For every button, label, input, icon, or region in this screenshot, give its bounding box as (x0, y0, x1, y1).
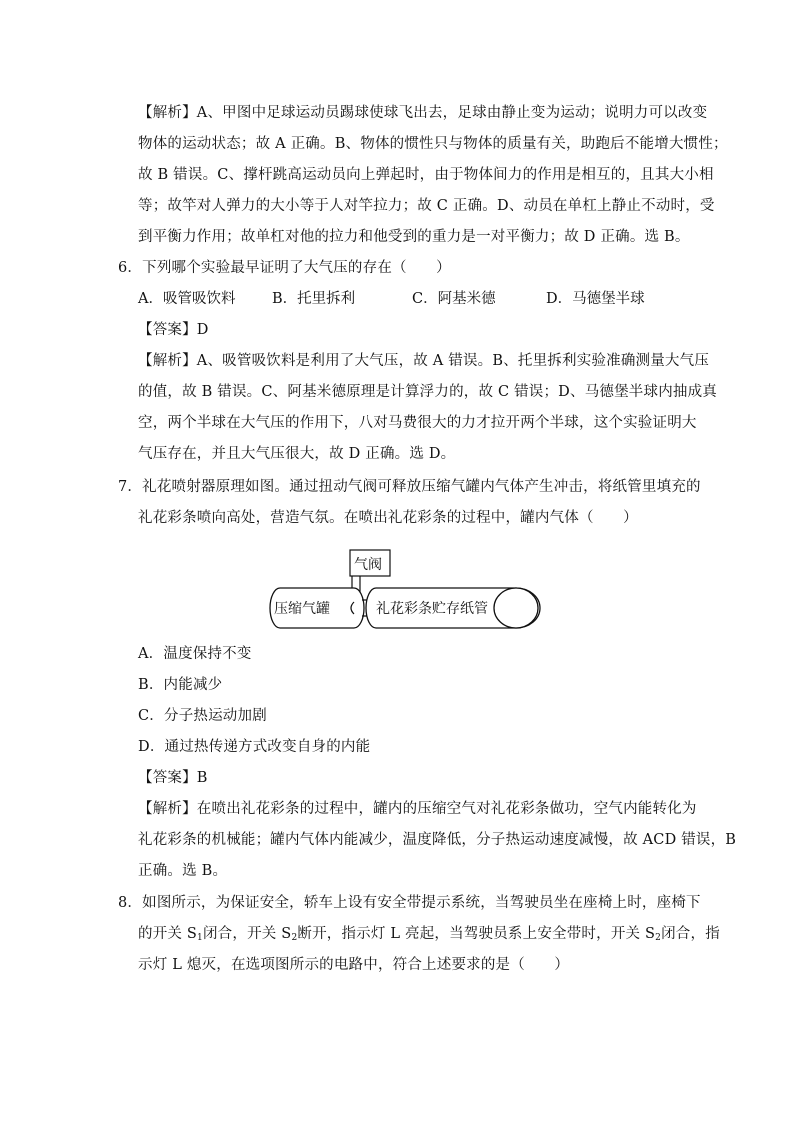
q6-options (138, 289, 658, 309)
q7-question-line-1: 7．礼花喷射器原理如图。通过扭动气阀可释放压缩气罐内气体产生冲击，将纸管里填充的 (118, 479, 701, 495)
q8-subscript: 2 (291, 933, 298, 943)
q8-text-part: 闭合，开关 S (202, 926, 292, 942)
q5-analysis-line-2: 物体的运动状态；故 A 正确。B、物体的惯性只与物体的质量有关，助跑后不能增大惯性； (138, 136, 728, 152)
q6-analysis-line-2: 的值，故 B 错误。C、阿基米德原理是计算浮力的，故 C 错误；D、马德堡半球内抽成真 (138, 384, 718, 400)
q8-text-part: 闭合，指 (661, 926, 720, 942)
paper-tube-opening (494, 588, 538, 628)
q6-question: 6．下列哪个实验最早证明了大气压的存在（ ） (118, 260, 451, 276)
q8-text-part: 断开，指示灯 L 亮起，当驾驶员系上安全带时，开关 S (297, 926, 656, 942)
q6-option-c: C．阿基米德 (412, 291, 496, 307)
q7-analysis-line-2: 礼花彩条的机械能；罐内气体内能减少，温度降低，分子热运动速度减慢，故 ACD 错误，B (138, 832, 737, 848)
q8-subscript: 1 (197, 933, 203, 943)
q7-option-d: D．通过热传递方式改变自身的内能 (138, 739, 371, 755)
confetti-launcher-diagram (268, 542, 544, 632)
q5-analysis-line-4: 等；故竿对人弹力的大小等于人对竿拉力；故 C 正确。D、动员在单杠上静止不动时，受 (138, 198, 715, 214)
q7-option-c: C．分子热运动加剧 (138, 708, 267, 724)
q6-option-d: D．马德堡半球 (546, 291, 645, 307)
q8-question-line-1: 8．如图所示，为保证安全，轿车上设有安全带提示系统，当驾驶员坐在座椅上时，座椅下 (118, 895, 701, 911)
q6-analysis-line-4: 气压存在，并且大气压很大，故 D 正确。选 D。 (138, 446, 456, 462)
q6-analysis-line-1: 【解析】A、吸管吸饮料是利用了大气压，故 A 错误。B、托里拆利实验准确测量大气压 (138, 353, 710, 369)
q7-option-a: A．温度保持不变 (138, 646, 252, 662)
q7-answer: 【答案】B (138, 770, 208, 786)
q5-analysis-line-1: 【解析】A、甲图中足球运动员踢球使球飞出去，足球由静止变为运动；说明力可以改变 (138, 105, 708, 121)
q7-question-line-2: 礼花彩条喷向高处，营造气氛。在喷出礼花彩条的过程中，罐内气体（ ） (138, 510, 638, 526)
q6-option-b: B．托里拆利 (272, 291, 356, 307)
q8-text-part: 的开关 S (138, 926, 198, 942)
q8-question-line-2 (138, 924, 720, 948)
q8-subscript: 2 (655, 933, 662, 943)
tank-label: 压缩气罐 (274, 601, 330, 617)
q7-analysis-line-1: 【解析】在喷出礼花彩条的过程中，罐内的压缩空气对礼花彩条做功，空气内能转化为 (138, 801, 697, 817)
q8-question-line-3: 示灯 L 熄灭，在选项图所示的电路中，符合上述要求的是（ ） (138, 957, 570, 973)
q6-analysis-line-3: 空，两个半球在大气压的作用下，八对马费很大的力才拉开两个半球，这个实验证明大 (138, 415, 697, 431)
q7-analysis-line-3: 正确。选 B。 (138, 863, 228, 879)
q6-option-a: A．吸管吸饮料 (138, 291, 236, 307)
q5-analysis-line-3: 故 B 错误。C、撑杆跳高运动员向上弹起时，由于物体间力的作用是相互的，且其大小相 (138, 167, 714, 183)
valve-label: 气阀 (354, 557, 382, 573)
q7-option-b: B．内能减少 (138, 677, 223, 693)
tube-label: 礼花彩条贮存纸管 (376, 601, 488, 617)
q6-answer: 【答案】D (138, 322, 209, 338)
q5-analysis-line-5: 到平衡力作用；故单杠对他的拉力和他受到的重力是一对平衡力；故 D 正确。选 B。 (138, 229, 690, 245)
